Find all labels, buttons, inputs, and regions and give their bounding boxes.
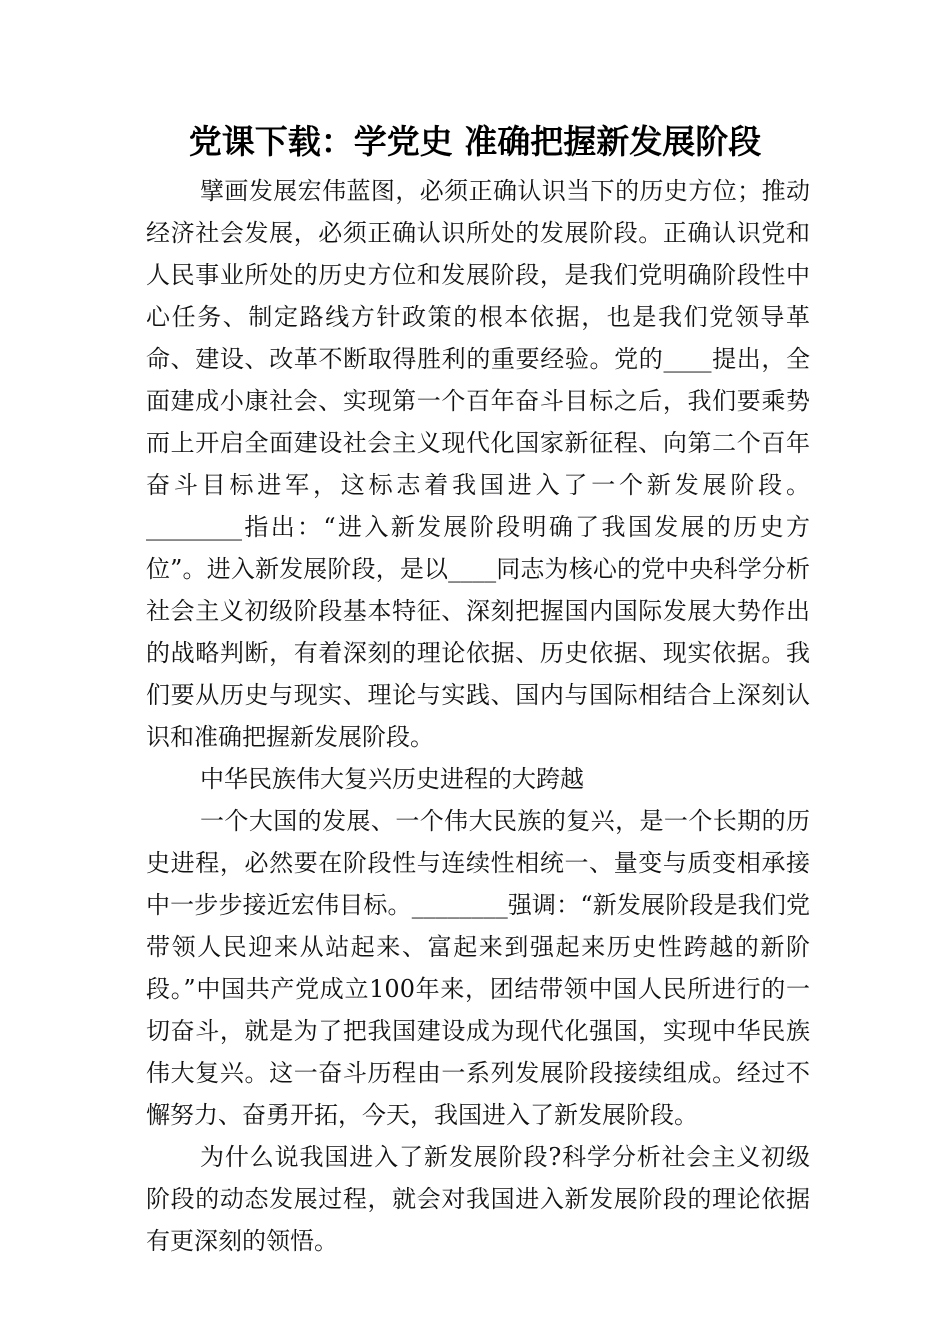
section-heading: 中华民族伟大复兴历史进程的大跨越 (200, 765, 584, 793)
paragraph-intro: 擘画发展宏伟蓝图，必须正确认识当下的历史方位；推动经济社会发展，必须正确认识所处的发展阶段。正确认识党和人民事业所处的历史方位和发展阶段，是我们党明确阶段性中心任务、制定路线方针政策的根本依据，也是我们党领导革命、建设、改革不断取得胜利的重要经验。党的____提出，全面建成小康社会、实现第一个百年奋斗目标之后，我们要乘势而上开启全面建设社会主义现代化国家新征程、向第二个百年奋斗目标进军，这标志着我国进入了一个新发展阶段。________指出：“进入新发展阶段明确了我国发展的历史方位”。进入新发展阶段，是以____同志为核心的党中央科学分析社会主义初级阶段基本特征、深刻把握国内国际发展大势作出的战略判断，有着深刻的理论依据、历史依据、现实依据。我们要从历史与现实、理论与实践、国内与国际相结合上深刻认识和准确把握新发展阶段。 (146, 177, 810, 751)
document-body (146, 170, 810, 1262)
paragraph-why-new-stage: 为什么说我国进入了新发展阶段?科学分析社会主义初级阶段的动态发展过程，就会对我国进入新发展阶段的理论依据有更深刻的领悟。 (146, 1143, 810, 1255)
document-title: 党课下载：学党史 准确把握新发展阶段 (188, 122, 762, 161)
paragraph-historical-leap: 一个大国的发展、一个伟大民族的复兴，是一个长期的历史进程，必然要在阶段性与连续性相统一、量变与质变相承接中一步步接近宏伟目标。________强调：“新发展阶段是我们党带领人民迎来从站起来、富起来到强起来历史性跨越的新阶段。”中国共产党成立100年来，团结带领中国人民所进行的一切奋斗，就是为了把我国建设成为现代化强国，实现中华民族伟大复兴。这一奋斗历程由一系列发展阶段接续组成。经过不懈努力、奋勇开拓，今天，我国进入了新发展阶段。 (146, 807, 810, 1129)
